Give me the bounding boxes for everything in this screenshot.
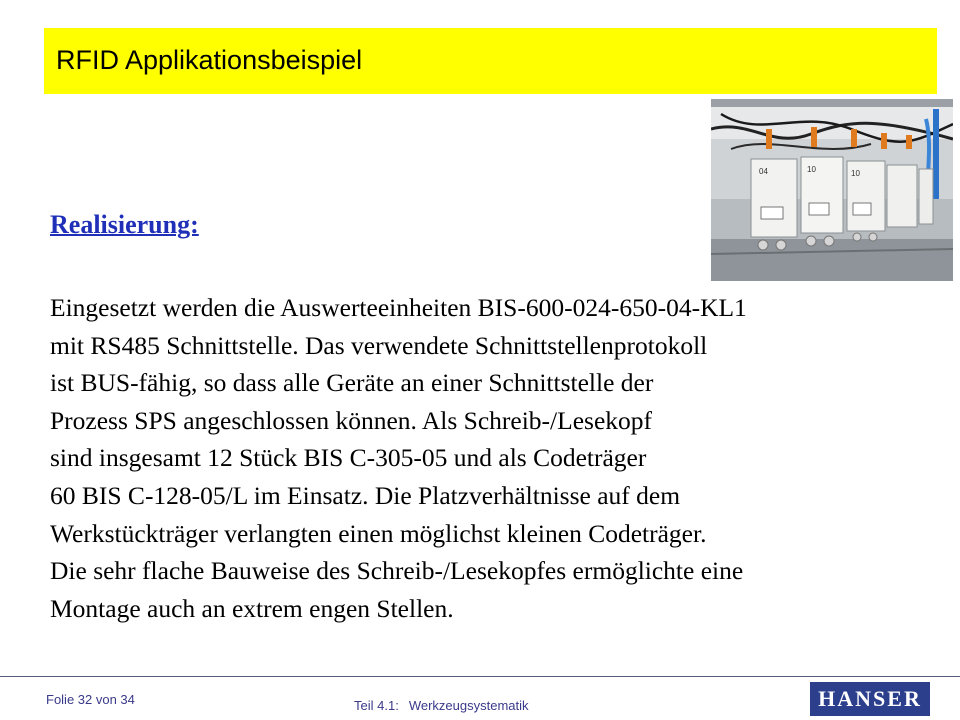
section-heading[interactable]: Realisierung: xyxy=(50,210,199,239)
body-line: mit RS485 Schnittstelle. Das verwendete Schnittstellenprotokoll xyxy=(50,330,708,360)
rfid-devices-photo xyxy=(711,99,953,281)
chapter-label: Teil 4.1: xyxy=(354,698,399,713)
chapter-info xyxy=(354,698,529,713)
body-line: Eingesetzt werden die Auswerteeinheiten BIS-600-024-650-04-KL1 xyxy=(50,293,747,322)
body-line: sind insgesamt 12 Stück BIS C-305-05 und als Codeträger xyxy=(50,443,647,473)
footer-divider xyxy=(0,676,960,677)
body-line: Montage auch an extrem engen Stellen. xyxy=(50,593,454,623)
body-line: 60 BIS C-128-05/L im Einsatz. Die Platzverhältnisse auf dem xyxy=(50,480,681,510)
chapter-topic: Werkzeugsystematik xyxy=(408,698,529,713)
photo-label-2: 10 xyxy=(807,165,816,174)
photo-label-1: 04 xyxy=(759,167,768,176)
logo-text: HANSER xyxy=(818,686,922,711)
body-paragraph xyxy=(50,289,940,627)
title-bar xyxy=(44,28,937,94)
body-line: Die sehr flache Bauweise des Schreib-/Lesekopfes ermöglichte eine xyxy=(50,556,744,586)
slide-number: Folie 32 von 34 xyxy=(46,692,135,707)
slide-title: RFID Applikationsbeispiel xyxy=(56,45,363,75)
photo-illustration xyxy=(711,99,953,281)
body-line: Werkstückträger verlangten einen möglichst kleinen Codeträger. xyxy=(50,518,707,548)
photo-label-3: 10 xyxy=(851,169,860,178)
hanser-logo xyxy=(810,682,930,716)
body-line: Prozess SPS angeschlossen können. Als Schreib-/Lesekopf xyxy=(50,405,653,435)
body-line: ist BUS-fähig, so dass alle Geräte an einer Schnittstelle der xyxy=(50,368,654,398)
